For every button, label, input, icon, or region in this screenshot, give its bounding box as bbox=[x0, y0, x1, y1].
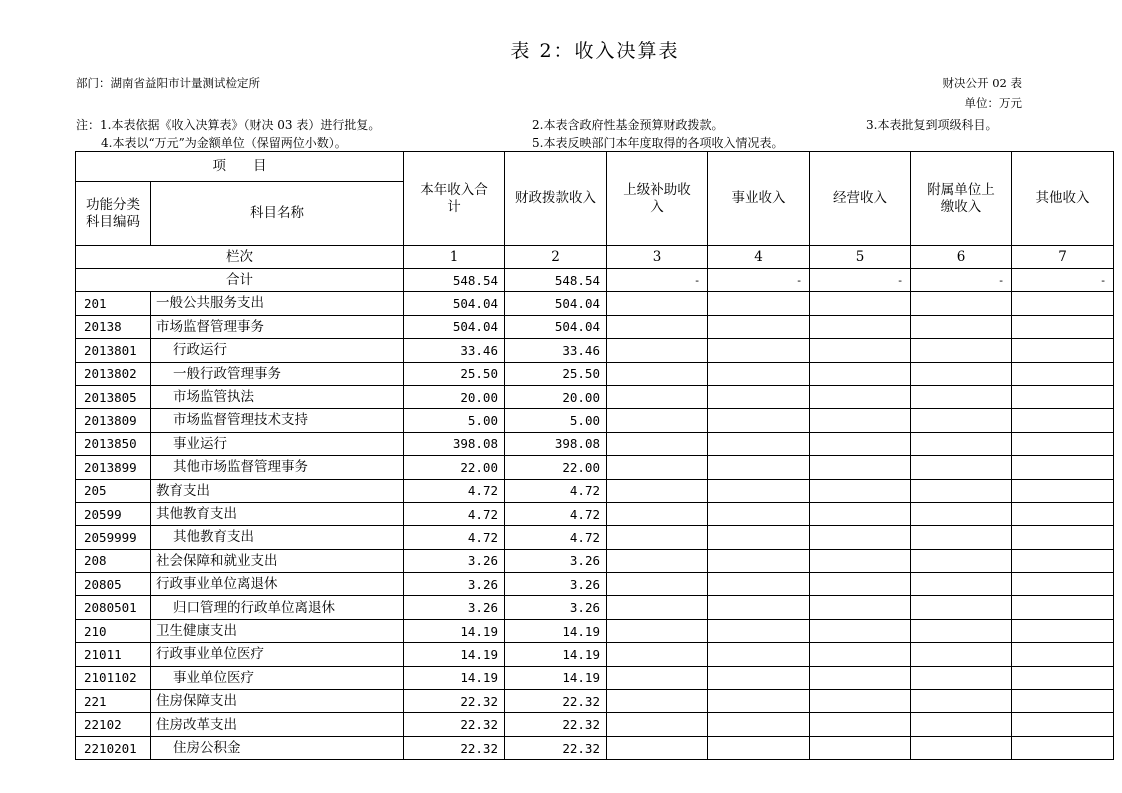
row-col-4 bbox=[708, 432, 810, 455]
row-col-2: 504.04 bbox=[505, 315, 607, 338]
table-row bbox=[76, 292, 1114, 315]
row-col-7 bbox=[1012, 643, 1114, 666]
row-col-7 bbox=[1012, 736, 1114, 759]
row-col-5 bbox=[810, 736, 911, 759]
row-col-1: 504.04 bbox=[404, 315, 505, 338]
row-col-1: 14.19 bbox=[404, 643, 505, 666]
row-col-7 bbox=[1012, 456, 1114, 479]
row-col-1: 5.00 bbox=[404, 409, 505, 432]
row-code: 201 bbox=[76, 292, 151, 315]
row-name: 一般公共服务支出 bbox=[151, 292, 404, 315]
row-col-6 bbox=[911, 736, 1012, 759]
header-col-3: 上级补助收入 bbox=[607, 152, 708, 246]
row-col-4 bbox=[708, 643, 810, 666]
header-col-5: 经营收入 bbox=[810, 152, 911, 246]
row-col-7 bbox=[1012, 339, 1114, 362]
row-col-4 bbox=[708, 596, 810, 619]
row-name: 行政事业单位医疗 bbox=[151, 643, 404, 666]
income-report-table bbox=[75, 151, 1114, 760]
lanci-label: 栏次 bbox=[76, 246, 404, 269]
row-code: 20599 bbox=[76, 502, 151, 525]
header-col-1: 本年收入合计 bbox=[404, 152, 505, 246]
row-col-1: 3.26 bbox=[404, 596, 505, 619]
row-col-7 bbox=[1012, 385, 1114, 408]
header-name: 科目名称 bbox=[151, 182, 404, 246]
row-col-5 bbox=[810, 292, 911, 315]
row-col-3 bbox=[607, 643, 708, 666]
row-col-4 bbox=[708, 362, 810, 385]
row-col-2: 3.26 bbox=[505, 596, 607, 619]
row-code: 2013801 bbox=[76, 339, 151, 362]
row-col-6 bbox=[911, 479, 1012, 502]
row-col-2: 4.72 bbox=[505, 479, 607, 502]
row-col-5 bbox=[810, 409, 911, 432]
row-col-2: 22.32 bbox=[505, 713, 607, 736]
row-col-1: 14.19 bbox=[404, 619, 505, 642]
row-col-7 bbox=[1012, 292, 1114, 315]
row-col-2: 25.50 bbox=[505, 362, 607, 385]
note-5: 5.本表反映部门本年度取得的各项收入情况表。 bbox=[532, 136, 784, 150]
row-name: 住房改革支出 bbox=[151, 713, 404, 736]
row-col-2: 22.32 bbox=[505, 690, 607, 713]
row-col-5 bbox=[810, 690, 911, 713]
row-col-3 bbox=[607, 432, 708, 455]
table-row bbox=[76, 456, 1114, 479]
row-col-6 bbox=[911, 456, 1012, 479]
row-col-2: 398.08 bbox=[505, 432, 607, 455]
row-col-1: 22.32 bbox=[404, 690, 505, 713]
row-col-3 bbox=[607, 456, 708, 479]
row-name: 住房保障支出 bbox=[151, 690, 404, 713]
note-3: 3.本表批复到项级科目。 bbox=[866, 118, 998, 132]
row-code: 2080501 bbox=[76, 596, 151, 619]
row-col-6 bbox=[911, 619, 1012, 642]
row-col-1: 22.00 bbox=[404, 456, 505, 479]
row-name: 事业单位医疗 bbox=[151, 666, 404, 689]
row-code: 2101102 bbox=[76, 666, 151, 689]
total-col-2: 548.54 bbox=[505, 269, 607, 292]
row-col-7 bbox=[1012, 666, 1114, 689]
row-col-5 bbox=[810, 362, 911, 385]
row-col-3 bbox=[607, 339, 708, 362]
row-col-3 bbox=[607, 690, 708, 713]
row-col-6 bbox=[911, 643, 1012, 666]
lanci-row bbox=[76, 246, 1114, 269]
table-row bbox=[76, 315, 1114, 338]
row-name: 教育支出 bbox=[151, 479, 404, 502]
row-col-1: 20.00 bbox=[404, 385, 505, 408]
note-2: 2.本表含政府性基金预算财政拨款。 bbox=[532, 118, 724, 132]
row-col-7 bbox=[1012, 573, 1114, 596]
note-4: 4.本表以“万元”为金额单位（保留两位小数）。 bbox=[101, 136, 347, 150]
row-col-5 bbox=[810, 596, 911, 619]
row-col-5 bbox=[810, 526, 911, 549]
total-col-1: 548.54 bbox=[404, 269, 505, 292]
lanci-2: 2 bbox=[505, 246, 607, 269]
row-col-5 bbox=[810, 315, 911, 338]
row-col-2: 14.19 bbox=[505, 643, 607, 666]
row-col-2: 14.19 bbox=[505, 666, 607, 689]
row-col-1: 22.32 bbox=[404, 713, 505, 736]
row-col-3 bbox=[607, 573, 708, 596]
row-col-4 bbox=[708, 690, 810, 713]
total-label: 合计 bbox=[76, 269, 404, 292]
row-col-2: 22.32 bbox=[505, 736, 607, 759]
row-code: 221 bbox=[76, 690, 151, 713]
row-col-5 bbox=[810, 666, 911, 689]
row-name: 市场监督管理事务 bbox=[151, 315, 404, 338]
row-col-4 bbox=[708, 292, 810, 315]
header-col-7: 其他收入 bbox=[1012, 152, 1114, 246]
row-name: 社会保障和就业支出 bbox=[151, 549, 404, 572]
unit-label: 单位：万元 bbox=[964, 96, 1022, 110]
row-col-5 bbox=[810, 432, 911, 455]
row-name: 市场监督管理技术支持 bbox=[151, 409, 404, 432]
row-col-7 bbox=[1012, 619, 1114, 642]
row-col-7 bbox=[1012, 479, 1114, 502]
row-col-5 bbox=[810, 643, 911, 666]
row-code: 208 bbox=[76, 549, 151, 572]
row-col-3 bbox=[607, 385, 708, 408]
row-col-5 bbox=[810, 549, 911, 572]
row-col-2: 5.00 bbox=[505, 409, 607, 432]
row-name: 住房公积金 bbox=[151, 736, 404, 759]
table-row bbox=[76, 690, 1114, 713]
row-col-5 bbox=[810, 573, 911, 596]
row-name: 其他教育支出 bbox=[151, 502, 404, 525]
table-row bbox=[76, 362, 1114, 385]
row-code: 2013805 bbox=[76, 385, 151, 408]
row-col-3 bbox=[607, 362, 708, 385]
row-col-4 bbox=[708, 315, 810, 338]
row-col-4 bbox=[708, 502, 810, 525]
total-col-4: - bbox=[708, 269, 810, 292]
row-col-7 bbox=[1012, 596, 1114, 619]
row-col-5 bbox=[810, 456, 911, 479]
row-col-5 bbox=[810, 619, 911, 642]
row-col-1: 14.19 bbox=[404, 666, 505, 689]
row-col-3 bbox=[607, 596, 708, 619]
row-name: 行政运行 bbox=[151, 339, 404, 362]
row-col-6 bbox=[911, 339, 1012, 362]
row-col-3 bbox=[607, 409, 708, 432]
total-col-7: - bbox=[1012, 269, 1114, 292]
table-row bbox=[76, 573, 1114, 596]
table-row bbox=[76, 713, 1114, 736]
header-col-4: 事业收入 bbox=[708, 152, 810, 246]
row-col-4 bbox=[708, 456, 810, 479]
row-col-2: 4.72 bbox=[505, 526, 607, 549]
row-col-2: 3.26 bbox=[505, 549, 607, 572]
header-item: 项 目 bbox=[76, 152, 404, 182]
lanci-4: 4 bbox=[708, 246, 810, 269]
row-col-1: 25.50 bbox=[404, 362, 505, 385]
header-col-2: 财政拨款收入 bbox=[505, 152, 607, 246]
page-title: 表 2：收入决算表 bbox=[510, 40, 680, 62]
row-col-3 bbox=[607, 479, 708, 502]
row-code: 2013809 bbox=[76, 409, 151, 432]
row-col-2: 33.46 bbox=[505, 339, 607, 362]
row-code: 2210201 bbox=[76, 736, 151, 759]
note-1: 注：1.本表依据《收入决算表》（财决 03 表）进行批复。 bbox=[76, 118, 381, 132]
table-row bbox=[76, 432, 1114, 455]
row-code: 2059999 bbox=[76, 526, 151, 549]
row-col-2: 504.04 bbox=[505, 292, 607, 315]
row-col-2: 22.00 bbox=[505, 456, 607, 479]
form-code-label: 财决公开 02 表 bbox=[942, 76, 1022, 90]
row-col-7 bbox=[1012, 409, 1114, 432]
table-row bbox=[76, 479, 1114, 502]
row-col-6 bbox=[911, 666, 1012, 689]
row-col-6 bbox=[911, 362, 1012, 385]
lanci-1: 1 bbox=[404, 246, 505, 269]
row-col-7 bbox=[1012, 502, 1114, 525]
row-col-1: 3.26 bbox=[404, 573, 505, 596]
row-col-4 bbox=[708, 339, 810, 362]
table-row bbox=[76, 736, 1114, 759]
row-name: 市场监管执法 bbox=[151, 385, 404, 408]
row-col-2: 20.00 bbox=[505, 385, 607, 408]
row-col-4 bbox=[708, 736, 810, 759]
row-col-7 bbox=[1012, 690, 1114, 713]
row-col-4 bbox=[708, 385, 810, 408]
row-code: 21011 bbox=[76, 643, 151, 666]
department-label: 部门：湖南省益阳市计量测试检定所 bbox=[76, 76, 260, 90]
row-col-3 bbox=[607, 736, 708, 759]
row-col-3 bbox=[607, 666, 708, 689]
row-code: 20138 bbox=[76, 315, 151, 338]
table-row bbox=[76, 526, 1114, 549]
row-col-6 bbox=[911, 690, 1012, 713]
row-col-6 bbox=[911, 292, 1012, 315]
row-col-1: 3.26 bbox=[404, 549, 505, 572]
table-row bbox=[76, 666, 1114, 689]
row-col-7 bbox=[1012, 362, 1114, 385]
table-row bbox=[76, 619, 1114, 642]
row-col-5 bbox=[810, 339, 911, 362]
row-col-5 bbox=[810, 385, 911, 408]
row-col-4 bbox=[708, 666, 810, 689]
row-col-6 bbox=[911, 713, 1012, 736]
lanci-3: 3 bbox=[607, 246, 708, 269]
row-col-2: 4.72 bbox=[505, 502, 607, 525]
row-col-6 bbox=[911, 315, 1012, 338]
row-col-4 bbox=[708, 713, 810, 736]
row-col-6 bbox=[911, 526, 1012, 549]
row-col-3 bbox=[607, 292, 708, 315]
row-col-1: 22.32 bbox=[404, 736, 505, 759]
row-col-7 bbox=[1012, 526, 1114, 549]
row-code: 2013802 bbox=[76, 362, 151, 385]
total-col-6: - bbox=[911, 269, 1012, 292]
row-col-6 bbox=[911, 596, 1012, 619]
row-col-6 bbox=[911, 432, 1012, 455]
row-col-4 bbox=[708, 573, 810, 596]
table-row bbox=[76, 385, 1114, 408]
row-code: 20805 bbox=[76, 573, 151, 596]
table-row bbox=[76, 409, 1114, 432]
row-col-7 bbox=[1012, 315, 1114, 338]
row-name: 归口管理的行政单位离退休 bbox=[151, 596, 404, 619]
row-col-6 bbox=[911, 549, 1012, 572]
table-row bbox=[76, 549, 1114, 572]
row-col-6 bbox=[911, 409, 1012, 432]
row-col-6 bbox=[911, 573, 1012, 596]
row-col-3 bbox=[607, 502, 708, 525]
row-col-5 bbox=[810, 502, 911, 525]
table-row bbox=[76, 339, 1114, 362]
row-col-1: 33.46 bbox=[404, 339, 505, 362]
row-code: 2013850 bbox=[76, 432, 151, 455]
row-col-5 bbox=[810, 479, 911, 502]
row-name: 其他教育支出 bbox=[151, 526, 404, 549]
row-col-4 bbox=[708, 409, 810, 432]
row-name: 事业运行 bbox=[151, 432, 404, 455]
row-col-1: 398.08 bbox=[404, 432, 505, 455]
total-row bbox=[76, 269, 1114, 292]
row-col-4 bbox=[708, 619, 810, 642]
row-code: 205 bbox=[76, 479, 151, 502]
row-name: 卫生健康支出 bbox=[151, 619, 404, 642]
row-code: 2013899 bbox=[76, 456, 151, 479]
row-col-3 bbox=[607, 713, 708, 736]
row-name: 一般行政管理事务 bbox=[151, 362, 404, 385]
row-col-6 bbox=[911, 385, 1012, 408]
row-col-2: 14.19 bbox=[505, 619, 607, 642]
header-col-6: 附属单位上缴收入 bbox=[911, 152, 1012, 246]
row-col-3 bbox=[607, 549, 708, 572]
total-col-5: - bbox=[810, 269, 911, 292]
row-col-4 bbox=[708, 479, 810, 502]
lanci-5: 5 bbox=[810, 246, 911, 269]
row-name: 行政事业单位离退休 bbox=[151, 573, 404, 596]
row-col-1: 4.72 bbox=[404, 502, 505, 525]
row-col-7 bbox=[1012, 713, 1114, 736]
row-col-3 bbox=[607, 315, 708, 338]
total-col-3: - bbox=[607, 269, 708, 292]
row-col-3 bbox=[607, 526, 708, 549]
row-col-7 bbox=[1012, 432, 1114, 455]
row-code: 210 bbox=[76, 619, 151, 642]
row-col-2: 3.26 bbox=[505, 573, 607, 596]
row-col-4 bbox=[708, 549, 810, 572]
row-col-1: 504.04 bbox=[404, 292, 505, 315]
table-row bbox=[76, 502, 1114, 525]
row-name: 其他市场监督管理事务 bbox=[151, 456, 404, 479]
lanci-7: 7 bbox=[1012, 246, 1114, 269]
table-row bbox=[76, 643, 1114, 666]
header-code: 功能分类科目编码 bbox=[76, 182, 151, 246]
row-col-1: 4.72 bbox=[404, 479, 505, 502]
lanci-6: 6 bbox=[911, 246, 1012, 269]
row-col-7 bbox=[1012, 549, 1114, 572]
row-col-5 bbox=[810, 713, 911, 736]
row-col-3 bbox=[607, 619, 708, 642]
table-row bbox=[76, 596, 1114, 619]
row-col-1: 4.72 bbox=[404, 526, 505, 549]
row-col-6 bbox=[911, 502, 1012, 525]
row-code: 22102 bbox=[76, 713, 151, 736]
row-col-4 bbox=[708, 526, 810, 549]
